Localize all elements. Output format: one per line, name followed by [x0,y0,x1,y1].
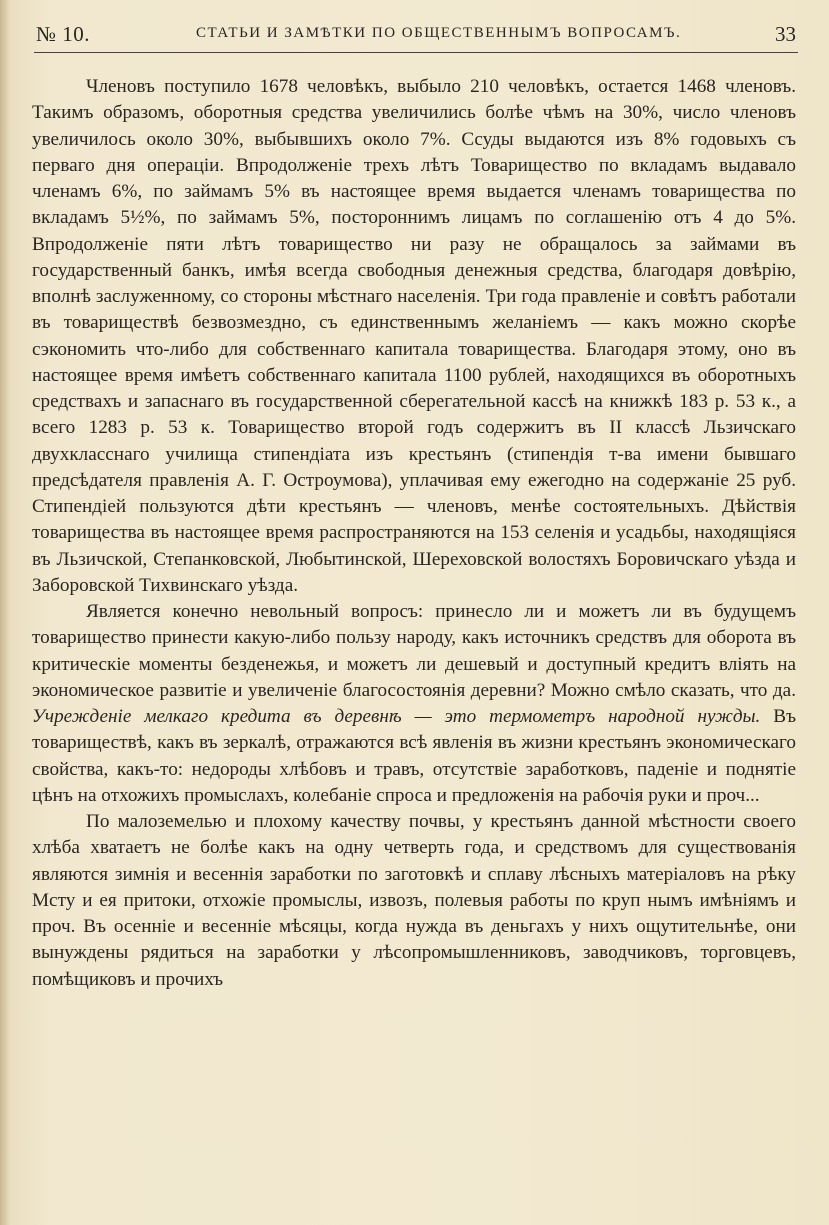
paragraph-2-text: Является конечно невольный вопросъ: принесло ли и можетъ ли въ будущемъ товарищество принести какую-либо пользу народу, какъ источникъ средствъ для оборота въ критическіе моменты безденежья, и можетъ ли дешевый и доступный кредитъ вліять на экономическое развитіе и увеличеніе благосостоянія деревни? Можно смѣло сказать, что да. [32,601,796,701]
paragraph-2-italic: Учрежденіе мелкаго кредита въ деревнѣ — это термометръ народной нужды. [32,706,761,727]
page-binding-shadow [0,0,10,1225]
issue-number: № 10. [36,22,91,46]
article-body [32,74,796,993]
running-title: СТАТЬИ И ЗАМѢТКИ ПО ОБЩЕСТВЕННЫМЪ ВОПРОСАМЪ. [196,25,682,41]
paragraph-2 [32,599,796,809]
page-number: 33 [775,22,796,46]
header-rule [34,52,798,53]
paragraph-3: По малоземелью и плохому качеству почвы, у крестьянъ данной мѣстности своего хлѣба хватаетъ не болѣе какъ на одну четверть года, и средствомъ для существованія являются зимнія и весеннія заработки по заготовкѣ и сплаву лѣсныхъ матеріаловъ на рѣку Мсту и ея притоки, отхожіе промыслы, извозъ, полевыя работы по круп нымъ имѣніямъ и проч. Въ осенніе и весенніе мѣсяцы, когда нужда въ деньгахъ у нихъ ощутительнѣе, они вынуждены рядиться на заработки у лѣсопромышленниковъ, заводчиковъ, торговцевъ, помѣщиковъ и прочихъ [32,811,796,990]
paragraph-1: Членовъ поступило 1678 человѣкъ, выбыло 210 человѣкъ, остается 1468 членовъ. Такимъ образомъ, оборотныя средства увеличились болѣе чѣмъ на 30%, число членовъ увеличилось около 30%, выбывшихъ около 7%. Ссуды выдаются изъ 8% годовыхъ съ перваго дня операціи. Впродолженіе трехъ лѣтъ Товарищество по вкладамъ выдавало членамъ 6%, по займамъ 5% въ настоящее время выдается членамъ товарищества по вкладамъ 5½%, по займамъ 5%, постороннимъ лицамъ по соглашенію отъ 4 до 5%. Впродолженіе пяти лѣтъ товарищество ни разу не обращалось за займами въ государственный банкъ, имѣя всегда свободныя денежныя средства, благодаря довѣрію, вполнѣ заслуженному, со стороны мѣстнаго населенія. Три года правленіе и совѣтъ работали въ товариществѣ безвозмездно, съ единственнымъ желаніемъ — какъ можно скорѣе сэкономить что-либо для собственнаго капитала товарищества. Благодаря этому, оно въ настоящее время имѣетъ собственнаго капитала 1100 рублей, находящихся въ оборотныхъ средствахъ и запаснаго въ государственной сберегательной кассѣ на книжкѣ 183 р. 53 к., а всего 1283 р. 53 к. Товарищество второй годъ содержитъ въ II классѣ Льзичскаго двухкласснаго училища стипендіата изъ крестьянъ (стипендія т-ва имени бывшаго предсѣдателя правленія А. Г. Остроумова), уплачивая ему ежегодно на содержаніе 25 руб. Стипендіей пользуются дѣти крестьянъ — членовъ, менѣе состоятельныхъ. Дѣйствія товарищества въ настоящее время распространяются на 153 селенія и усадьбы, находящіяся въ Льзичской, Степанковской, Любытинской, Шереховской волостяхъ Боровичскаго уѣзда и Заборовской Тихвинскаго уѣзда. [32,76,796,596]
paragraph-2-after: Въ товариществѣ, какъ въ зеркалѣ, отражаются всѣ явленія въ жизни крестьянъ экономическаго свойства, какъ-то: недороды хлѣбовъ и травъ, отсутствіе заработковъ, паденіе и поднятіе цѣнъ на отхожихъ промыслахъ, колебаніе спроса и предложенія на рабочія руки и проч... [32,706,796,806]
page-header [36,22,796,48]
